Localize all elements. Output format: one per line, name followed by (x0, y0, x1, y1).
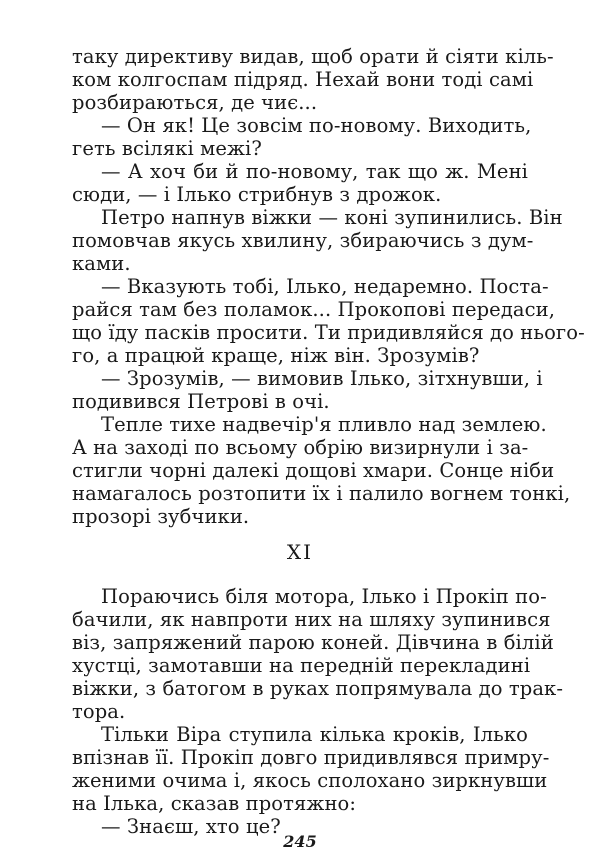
text-line: сюди, — і Ілько стрибнув з дрожок. (72, 183, 442, 206)
text-line: — Вказують тобі, Ілько, недаремно. Поста- (101, 275, 549, 298)
text-line: Тепле тихе надвечір'я пливло над землею. (101, 413, 547, 436)
text-line: Пораючись біля мотора, Ілько і Прокіп по- (101, 585, 547, 608)
text-line: тора. (72, 700, 126, 723)
text-line: — А хоч би й по-новому, так що ж. Мені (101, 160, 528, 183)
page-number: 245 (283, 832, 317, 851)
text-line: А на заході по всьому обрію визирнули і за- (72, 436, 529, 459)
text-line: таку директиву видав, щоб орати й сіяти кіль- (72, 45, 554, 68)
text-line: подивився Петрові в очі. (72, 390, 330, 413)
text-line: райся там без поламок... Прокопові передаси, (72, 298, 556, 321)
text-line: ками. (72, 252, 131, 275)
text-line: намагалось розтопити їх і палило вогнем тонкі, (72, 482, 571, 505)
text-line: хустці, замотавши на передній перекладині (72, 654, 531, 677)
text-line: — Он як! Це зовсім по-новому. Виходить, (101, 114, 532, 137)
text-line: ком колгоспам підряд. Нехай вони тоді самі (72, 68, 534, 91)
text-line: — Знаєш, хто це? (101, 815, 281, 838)
text-line: на Ілька, сказав протяжно: (72, 792, 357, 815)
text-line: бачили, як навпроти них на шляху зупинився (72, 608, 551, 631)
text-line: женими очима і, якось сполохано зиркнувши (72, 769, 548, 792)
text-line: прозорі зубчики. (72, 505, 250, 528)
text-line: розбираються, де чиє... (72, 91, 318, 114)
text-line: що їду пасків просити. Ти придивляйся до нього- (72, 321, 585, 344)
text-line: го, а працюй краще, ніж він. Зрозумів? (72, 344, 480, 367)
text-line: геть всілякі межі? (72, 137, 262, 160)
chapter-heading: XI (286, 540, 314, 564)
text-line: Тільки Віра ступила кілька кроків, Ілько (101, 723, 528, 746)
text-line: — Зрозумів, — вимовив Ілько, зітхнувши, і (101, 367, 543, 390)
text-line: віз, запряжений парою коней. Дівчина в білій (72, 631, 554, 654)
text-line: помовчав якусь хвилину, збираючись з дум- (72, 229, 534, 252)
text-line: впізнав її. Прокіп довго придивлявся примру- (72, 746, 550, 769)
text-line: віжки, з батогом в руках попрямувала до трак- (72, 677, 564, 700)
text-line: Петро напнув віжки — коні зупинились. Він (101, 206, 563, 229)
text-line: стигли чорні далекі дощові хмари. Сонце ніби (72, 459, 555, 482)
